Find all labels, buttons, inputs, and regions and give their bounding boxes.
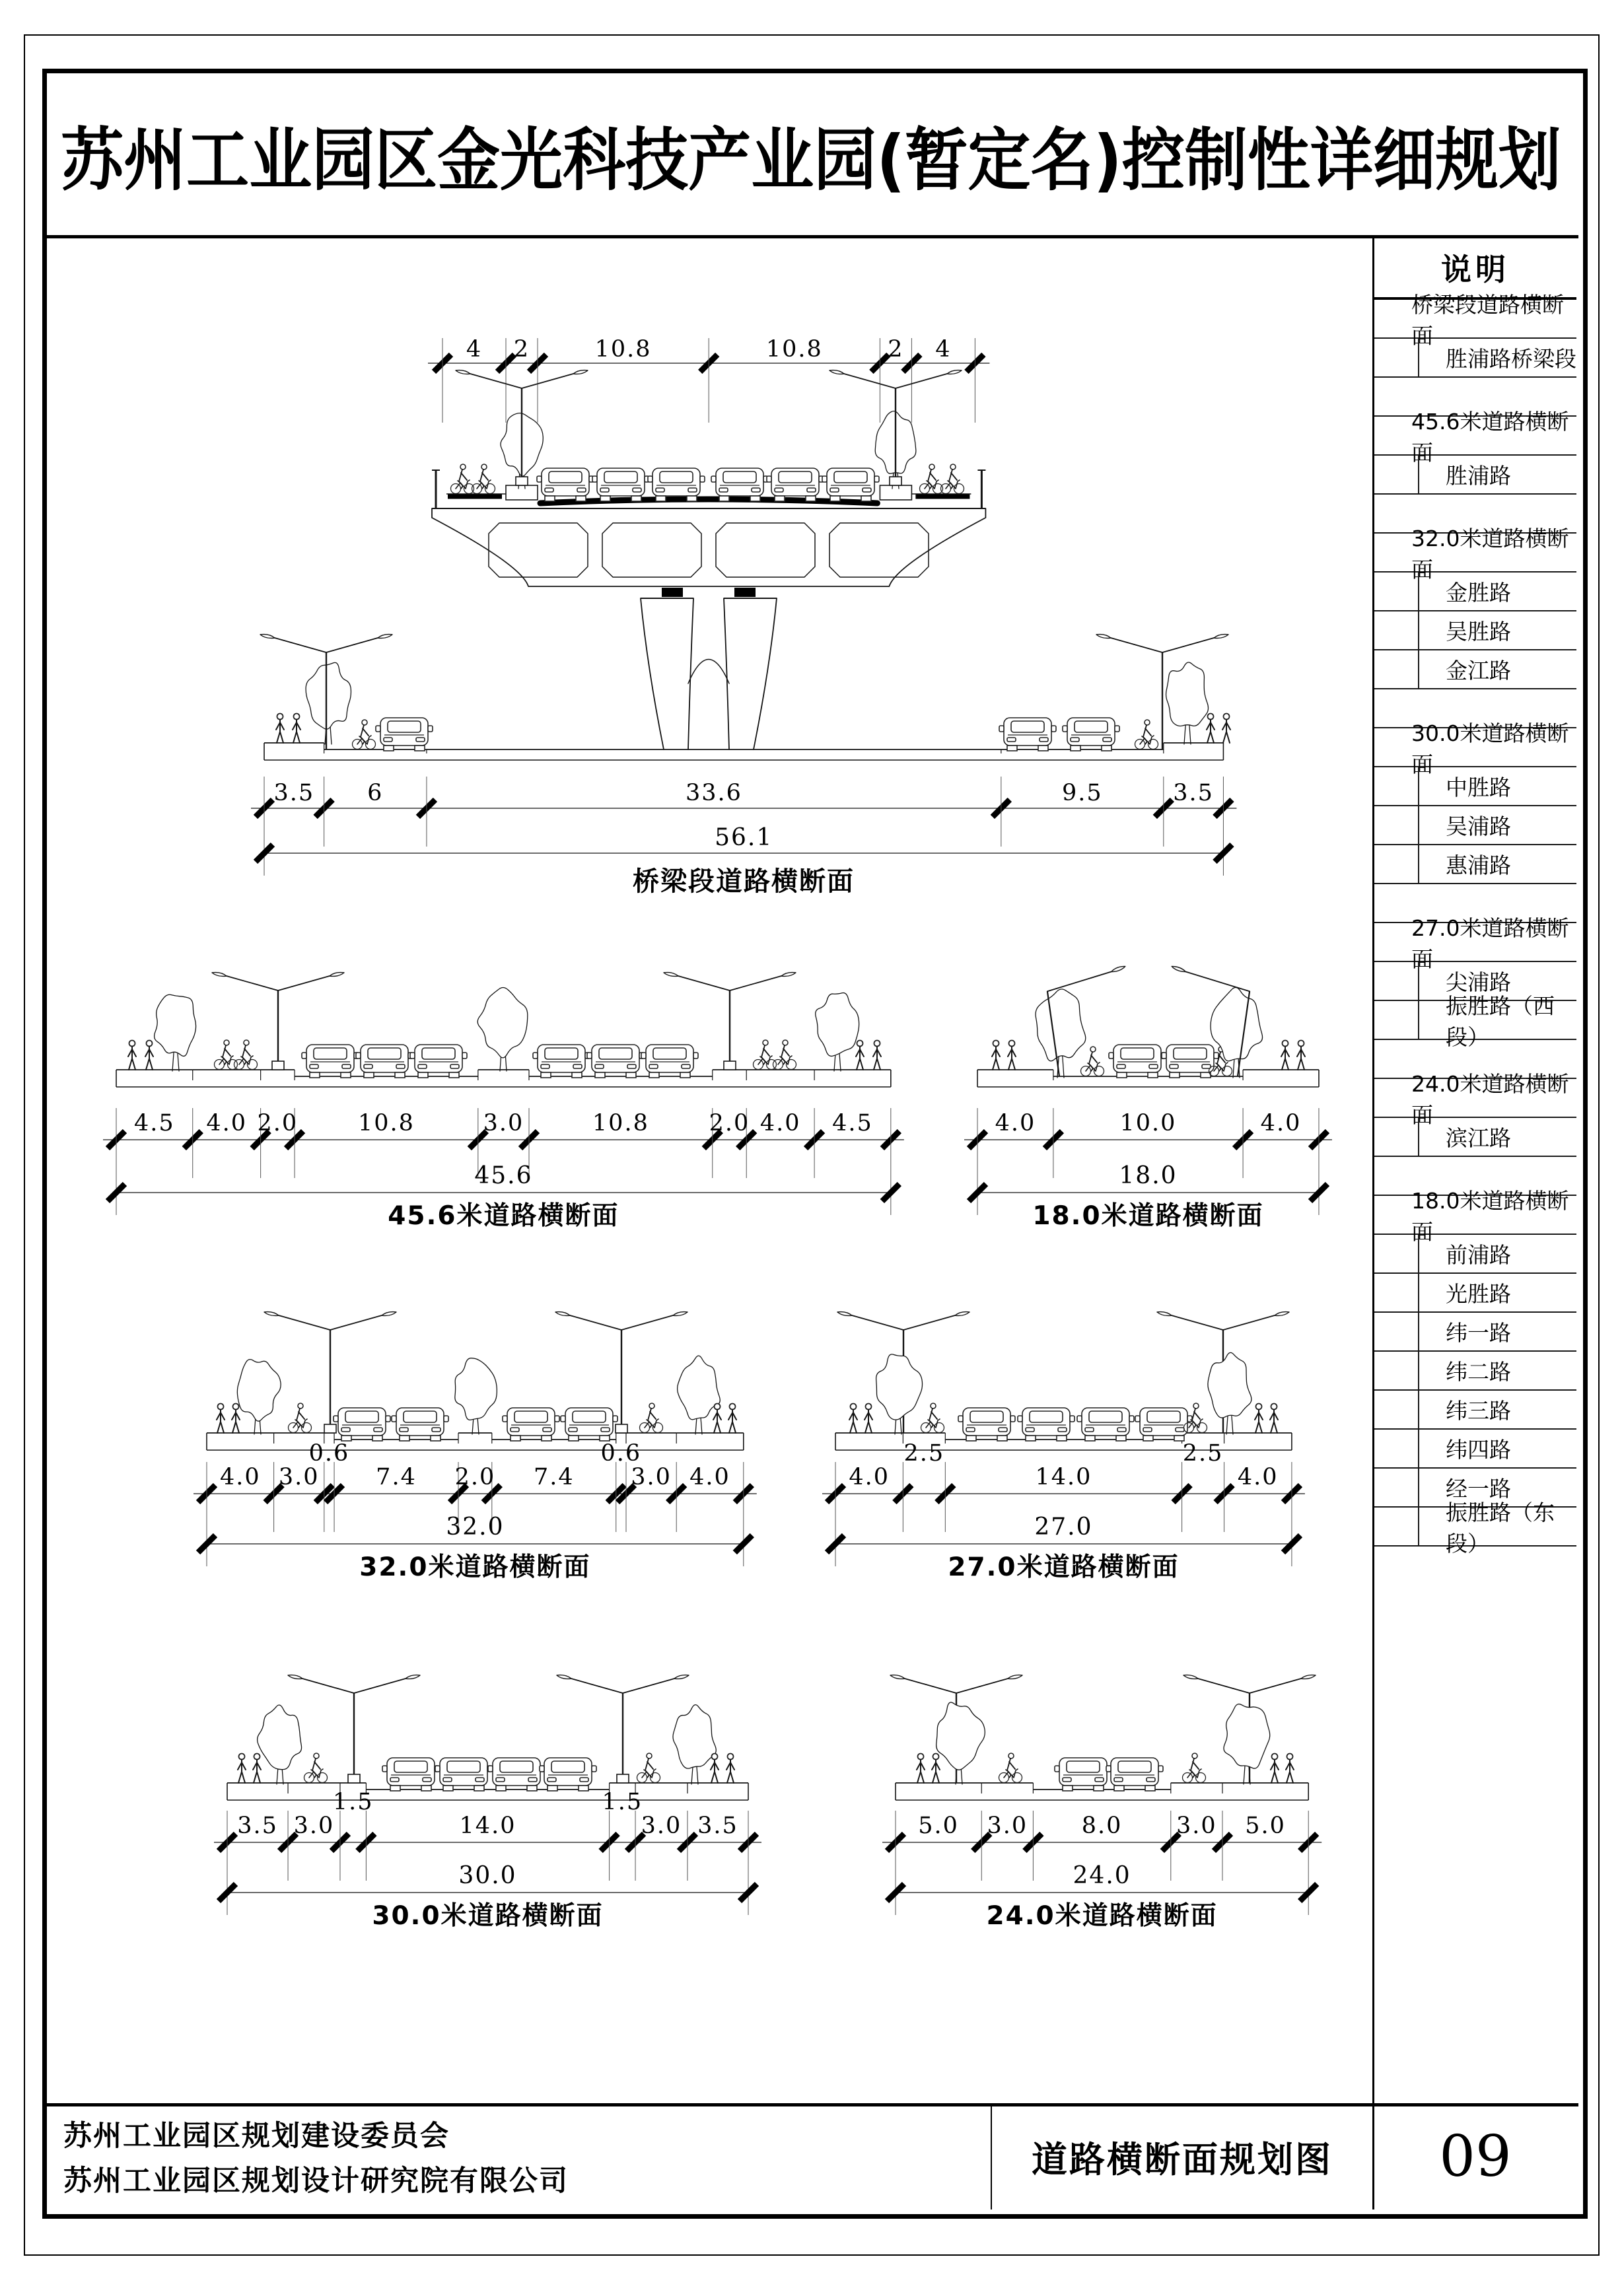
dim-label: 3.0: [631, 1464, 672, 1490]
dim-label: 3.5: [1173, 780, 1214, 806]
legend-road-item: 胜浦路桥梁段: [1374, 339, 1576, 378]
legend-road-item: 振胜路（东段）: [1374, 1508, 1576, 1547]
dim-label: 3.0: [641, 1813, 682, 1839]
section-caption: 18.0米道路横断面: [1032, 1201, 1264, 1231]
total-dim-label: 18.0: [1119, 1162, 1178, 1189]
legend-road-item: 振胜路（西段）: [1374, 1001, 1576, 1040]
section-caption: 24.0米道路横断面: [986, 1901, 1218, 1931]
dim-label: 7.4: [376, 1464, 417, 1490]
dim-label: 4.0: [219, 1464, 261, 1490]
legend-road-item: 光胜路: [1374, 1274, 1576, 1313]
section-caption: 30.0米道路横断面: [372, 1901, 604, 1931]
dim-label: 3.0: [483, 1110, 524, 1136]
title-block: [53, 77, 1569, 234]
legend-road-item: 吴浦路: [1374, 806, 1576, 845]
dim-label: 2.0: [454, 1464, 496, 1490]
footer-drawing-title: 道路横断面规划图: [1032, 2138, 1333, 2180]
legend-road-item: 惠浦路: [1374, 845, 1576, 884]
dim-label: 4: [935, 336, 952, 363]
dim-label: 4.0: [759, 1110, 801, 1136]
legend-road-item: 滨江路: [1374, 1118, 1576, 1157]
total-dim-label: 45.6: [474, 1162, 533, 1189]
dim-label: 33.6: [685, 780, 742, 806]
sheet-title: 苏州工业园区金光科技产业园(暂定名)控制性详细规划: [61, 122, 1561, 201]
dim-label: 3.0: [1176, 1813, 1217, 1839]
dim-label: 2.0: [257, 1110, 299, 1136]
dim-label: 2.5: [1182, 1440, 1224, 1467]
dim-label: 7.4: [533, 1464, 575, 1490]
dim-label: 4.5: [832, 1110, 873, 1136]
dim-label: 2: [513, 336, 530, 363]
org-line-1: 苏州工业园区规划建设委员会: [63, 2120, 450, 2153]
dim-label: 4.5: [134, 1110, 175, 1136]
legend-road-item: 尖浦路: [1374, 962, 1576, 1001]
legend-road-item: 经一路: [1374, 1469, 1576, 1508]
sheet-frame: [42, 69, 1588, 2219]
dim-label: 3.0: [987, 1813, 1028, 1839]
legend-group-header: 45.6米道路横断面: [1374, 417, 1576, 456]
title-divider: [42, 235, 1578, 238]
legend-road-item: 前浦路: [1374, 1235, 1576, 1274]
footer-page-number: 09: [1439, 2124, 1512, 2190]
section-caption: 27.0米道路横断面: [948, 1552, 1180, 1582]
dim-label: 5.0: [1245, 1813, 1286, 1839]
total-dim-label: 30.0: [458, 1862, 517, 1889]
total-dim-label: 32.0: [446, 1513, 505, 1541]
dim-label: 4.0: [1260, 1110, 1302, 1136]
section-caption: 45.6米道路横断面: [388, 1201, 619, 1231]
total-dim-label: 24.0: [1073, 1862, 1131, 1889]
dim-label: 4.0: [689, 1464, 730, 1490]
dim-label: 8.0: [1081, 1813, 1123, 1839]
dim-label: 9.5: [1062, 780, 1103, 806]
dim-label: 4: [466, 336, 483, 363]
legend-road-item: 金胜路: [1374, 573, 1576, 611]
dim-label: 3.5: [237, 1813, 278, 1839]
legend-road-item: 纬四路: [1374, 1430, 1576, 1469]
dim-label: 0.6: [308, 1440, 350, 1467]
footer-organizations: [42, 2110, 1001, 2207]
legend-group-header: 32.0米道路横断面: [1374, 534, 1576, 573]
legend-title: 说明: [1374, 238, 1576, 300]
dim-label: 4.0: [206, 1110, 248, 1136]
total-dim-label: 56.1: [715, 824, 773, 851]
dim-label: 10.8: [765, 336, 823, 363]
dim-label: 4.0: [849, 1464, 890, 1490]
dim-label: 5.0: [918, 1813, 959, 1839]
total-dim-label: 27.0: [1034, 1513, 1093, 1541]
legend-panel: [1374, 238, 1576, 1556]
legend-road-item: 纬二路: [1374, 1352, 1576, 1391]
legend-road-item: 纬一路: [1374, 1313, 1576, 1352]
legend-rows: [1374, 291, 1576, 1556]
dim-label: 2.0: [709, 1110, 750, 1136]
dim-label: 2.5: [903, 1440, 945, 1467]
org-line-2: 苏州工业园区规划设计研究院有限公司: [63, 2165, 569, 2198]
dim-label: 10.0: [1119, 1110, 1177, 1136]
legend-group-header: 27.0米道路横断面: [1374, 923, 1576, 962]
section-caption: 桥梁段道路横断面: [633, 866, 855, 897]
legend-group-header: 24.0米道路横断面: [1374, 1079, 1576, 1118]
dim-label: 10.8: [592, 1110, 649, 1136]
dim-label: 2: [888, 336, 904, 363]
legend-road-item: 纬三路: [1374, 1391, 1576, 1430]
dim-label: 1.5: [332, 1789, 374, 1815]
dim-label: 3.5: [697, 1813, 738, 1839]
dim-label: 14.0: [1035, 1464, 1092, 1490]
legend-road-item: 金江路: [1374, 650, 1576, 689]
dim-label: 10.8: [594, 336, 652, 363]
legend-group-header: 18.0米道路横断面: [1374, 1196, 1576, 1235]
dim-label: 3.0: [278, 1464, 320, 1490]
dim-label: 14.0: [459, 1813, 516, 1839]
legend-road-item: 胜浦路: [1374, 456, 1576, 495]
dim-label: 3.5: [273, 780, 315, 806]
dim-label: 4.0: [1237, 1464, 1279, 1490]
dim-label: 6: [367, 780, 384, 806]
dim-label: 0.6: [600, 1440, 642, 1467]
legend-road-item: 中胜路: [1374, 767, 1576, 806]
legend-group-header: 30.0米道路横断面: [1374, 728, 1576, 767]
dim-label: 1.5: [602, 1789, 643, 1815]
dim-label: 4.0: [995, 1110, 1036, 1136]
section-caption: 32.0米道路横断面: [359, 1552, 591, 1582]
dim-label: 10.8: [357, 1110, 415, 1136]
legend-road-item: 吴胜路: [1374, 611, 1576, 650]
legend-group-header: 桥梁段道路横断面: [1374, 300, 1576, 339]
dim-label: 3.0: [293, 1813, 335, 1839]
